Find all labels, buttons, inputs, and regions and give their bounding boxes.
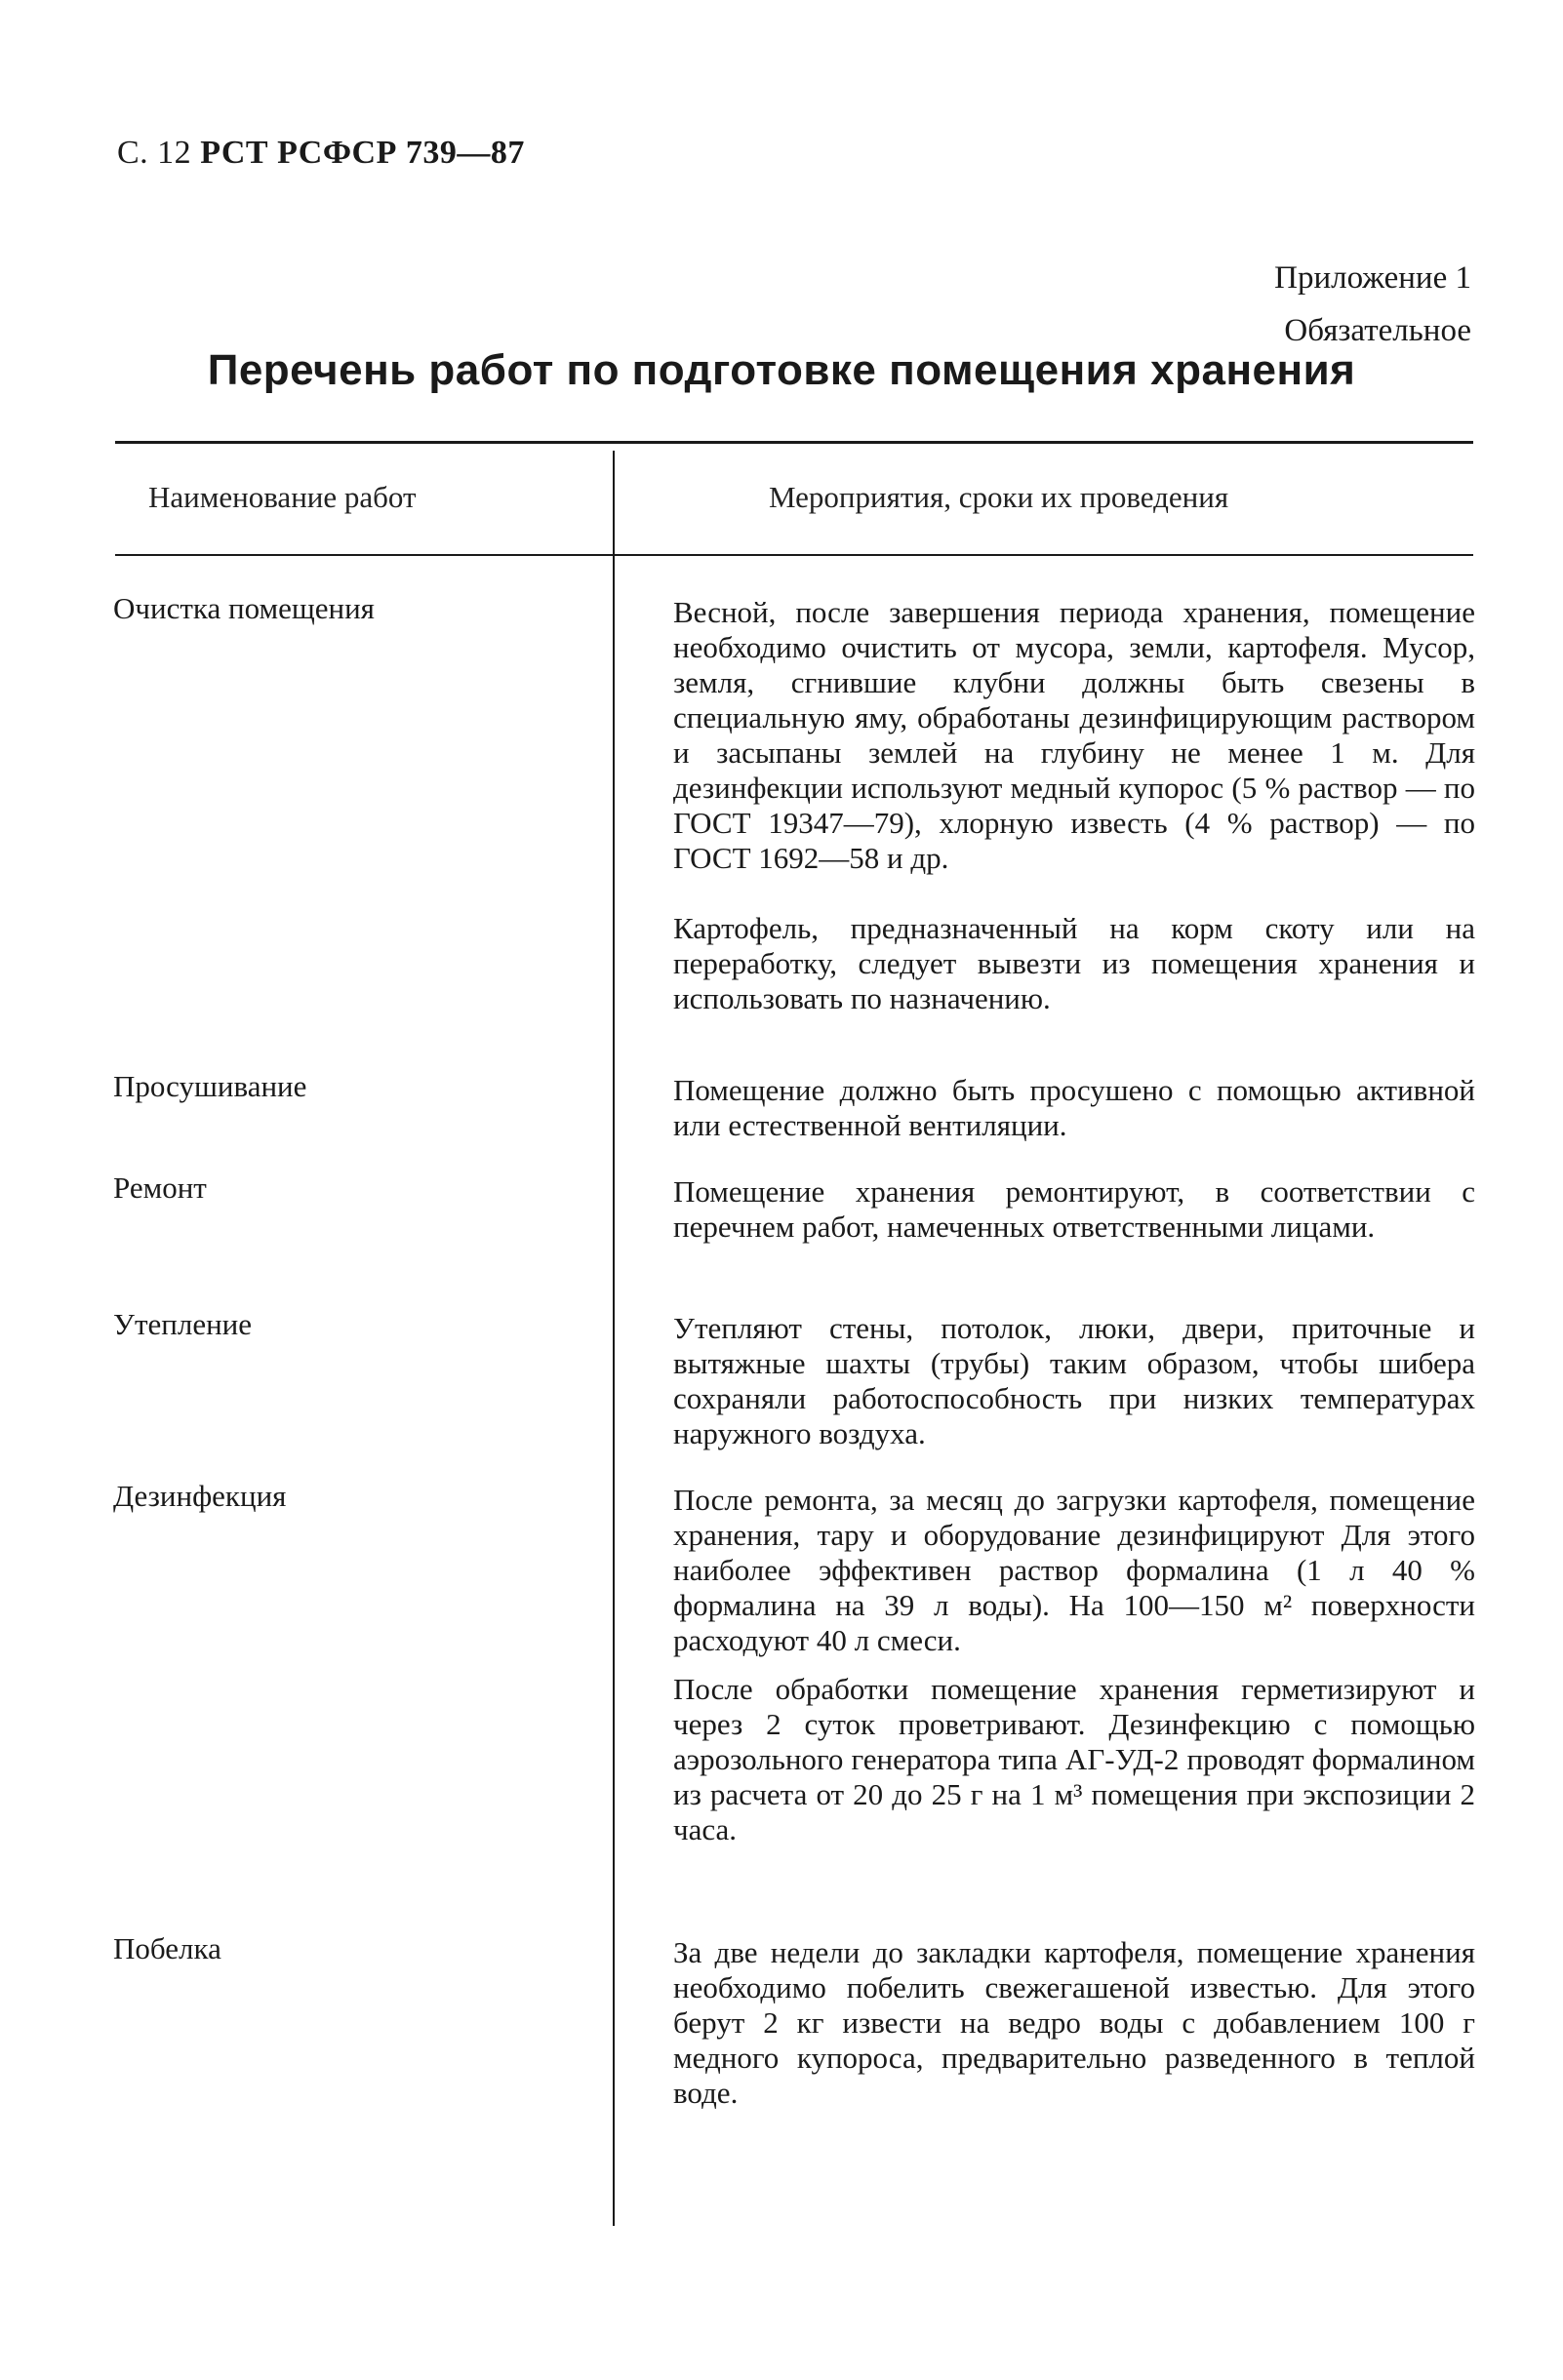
row-desc-cleaning	[673, 595, 1475, 1016]
document-title: Перечень работ по подготовке помещения хранения	[207, 346, 1356, 394]
appendix-block	[1274, 252, 1471, 357]
paragraph: После обработки помещение хранения герметизируют и через 2 суток проветривают. Дезинфекцию с помощью аэрозольного генератора типа АГ-УД-2 проводят формалином из расчета от 20 до 25 г на 1 м³ помещения при экспозиции 2 часа.	[673, 1672, 1475, 1846]
paragraph: После ремонта, за месяц до загрузки картофеля, помещение хранения, тару и оборудование дезинфицируют Для этого наиболее эффективен раствор формалина (1 л 40 % формалина на 39 л воды). На 100—150 м² поверхности расходуют 40 л смеси.	[673, 1483, 1475, 1657]
table-top-rule	[115, 441, 1473, 444]
row-name-disinfection: Дезинфекция	[113, 1479, 287, 1513]
row-name-repair: Ремонт	[113, 1170, 207, 1205]
column-header-measures: Мероприятия, сроки их проведения	[769, 480, 1229, 514]
page-number: С. 12	[117, 135, 192, 171]
appendix-status: Обязательное	[1284, 313, 1471, 348]
table-column-divider	[613, 451, 615, 2226]
paragraph: Помещение должно быть просушено с помощью активной или естественной вентиляции.	[673, 1073, 1475, 1142]
paragraph: Помещение хранения ремонтируют, в соответствии с перечнем работ, намеченных ответственными лицами.	[673, 1174, 1475, 1244]
row-desc-disinfection	[673, 1483, 1475, 1847]
row-desc-insulation	[673, 1311, 1475, 1451]
row-name-cleaning: Очистка помещения	[113, 591, 375, 625]
paragraph: Картофель, предназначенный на корм скоту или на переработку, следует вывезти из помещения хранения и использовать по назначению.	[673, 911, 1475, 1015]
row-desc-whitewashing	[673, 1935, 1475, 2111]
table-header-rule	[115, 554, 1473, 556]
page-header	[117, 135, 525, 172]
row-desc-repair	[673, 1174, 1475, 1245]
paragraph: За две недели до закладки картофеля, помещение хранения необходимо побелить свежегашеной известью. Для этого берут 2 кг извести на ведро воды с добавлением 100 г медного купороса, предварительно разведенного в теплой воде.	[673, 1935, 1475, 2110]
paragraph: Утепляют стены, потолок, люки, двери, приточные и вытяжные шахты (трубы) таким образом, чтобы шибера сохраняли работоспособность при низких температурах наружного воздуха.	[673, 1311, 1475, 1450]
row-desc-drying	[673, 1073, 1475, 1143]
row-name-drying: Просушивание	[113, 1069, 307, 1103]
row-name-insulation: Утепление	[113, 1307, 253, 1341]
appendix-label: Приложение 1	[1274, 260, 1471, 296]
standard-code: РСТ РСФСР 739—87	[200, 135, 525, 171]
row-name-whitewashing: Побелка	[113, 1931, 221, 1965]
column-header-name: Наименование работ	[148, 480, 417, 514]
paragraph: Весной, после завершения периода хранения, помещение необходимо очистить от мусора, земли, картофеля. Мусор, земля, сгнившие клубни должны быть свезены в специальную яму, обработаны дезинфицирующим раствором и засыпаны землей на глубину не менее 1 м. Для дезинфекции используют медный купорос (5 % раствор — по ГОСТ 19347—79), хлорную известь (4 % раствор) — по ГОСТ 1692—58 и др.	[673, 595, 1475, 875]
